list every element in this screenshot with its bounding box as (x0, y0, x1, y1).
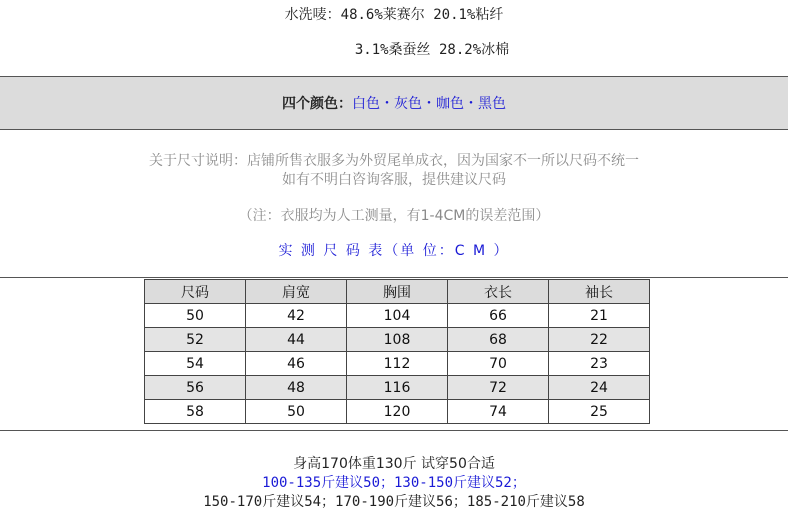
table-cell: 70 (448, 352, 549, 376)
table-cell: 23 (549, 352, 650, 376)
color-options-value: 白色・灰色・咖色・黑色 (352, 96, 506, 112)
size-note-line-2: 如有不明白咨询客服，提供建议尺码 (282, 172, 506, 188)
measurement-error-note: （注：衣服均为人工测量，有1-4CM的误差范围） (238, 208, 550, 224)
header-shoulder: 肩宽 (246, 280, 347, 304)
table-row (145, 400, 650, 424)
table-cell: 42 (246, 304, 347, 328)
table-cell: 21 (549, 304, 650, 328)
table-cell: 48 (246, 376, 347, 400)
table-row (145, 352, 650, 376)
table-cell: 50 (145, 304, 246, 328)
weight-recommendation-line-2: 150-170斤建议54；170-190斤建议56；185-210斤建议58 (203, 494, 585, 510)
table-cell: 112 (347, 352, 448, 376)
fabric-composition-line-1: 水洗唛：48.6%莱赛尔 20.1%粘纤 (284, 7, 504, 23)
table-cell: 46 (246, 352, 347, 376)
section-divider-bottom (0, 430, 788, 431)
table-cell: 50 (246, 400, 347, 424)
table-cell: 120 (347, 400, 448, 424)
size-chart-title: 实 测 尺 码 表（单 位：C M ） (278, 243, 510, 259)
table-cell: 54 (145, 352, 246, 376)
table-cell: 52 (145, 328, 246, 352)
table-row (145, 304, 650, 328)
table-cell: 72 (448, 376, 549, 400)
header-chest: 胸围 (347, 280, 448, 304)
table-cell: 66 (448, 304, 549, 328)
table-cell: 25 (549, 400, 650, 424)
table-cell: 104 (347, 304, 448, 328)
table-cell: 24 (549, 376, 650, 400)
weight-recommendation-line-1: 100-135斤建议50；130-150斤建议52； (262, 475, 526, 491)
header-length: 衣长 (448, 280, 549, 304)
table-cell: 58 (145, 400, 246, 424)
table-row (145, 328, 650, 352)
table-row (145, 376, 650, 400)
fabric-composition-line-2: 3.1%桑蚕丝 28.2%冰棉 (354, 42, 510, 58)
table-cell: 74 (448, 400, 549, 424)
fit-example: 身高170体重130斤 试穿50合适 (293, 456, 495, 472)
size-chart-table (144, 279, 650, 424)
table-cell: 68 (448, 328, 549, 352)
size-table-header-row (145, 280, 650, 304)
table-cell: 108 (347, 328, 448, 352)
header-size: 尺码 (145, 280, 246, 304)
size-note-line-1: 关于尺寸说明：店铺所售衣服多为外贸尾单成衣，因为国家不一所以尺码不统一 (149, 153, 639, 169)
table-cell: 116 (347, 376, 448, 400)
header-sleeve: 袖长 (549, 280, 650, 304)
section-divider-top (0, 277, 788, 278)
table-cell: 44 (246, 328, 347, 352)
color-options (0, 93, 788, 113)
table-cell: 22 (549, 328, 650, 352)
table-cell: 56 (145, 376, 246, 400)
color-options-label: 四个颜色： (282, 96, 352, 112)
